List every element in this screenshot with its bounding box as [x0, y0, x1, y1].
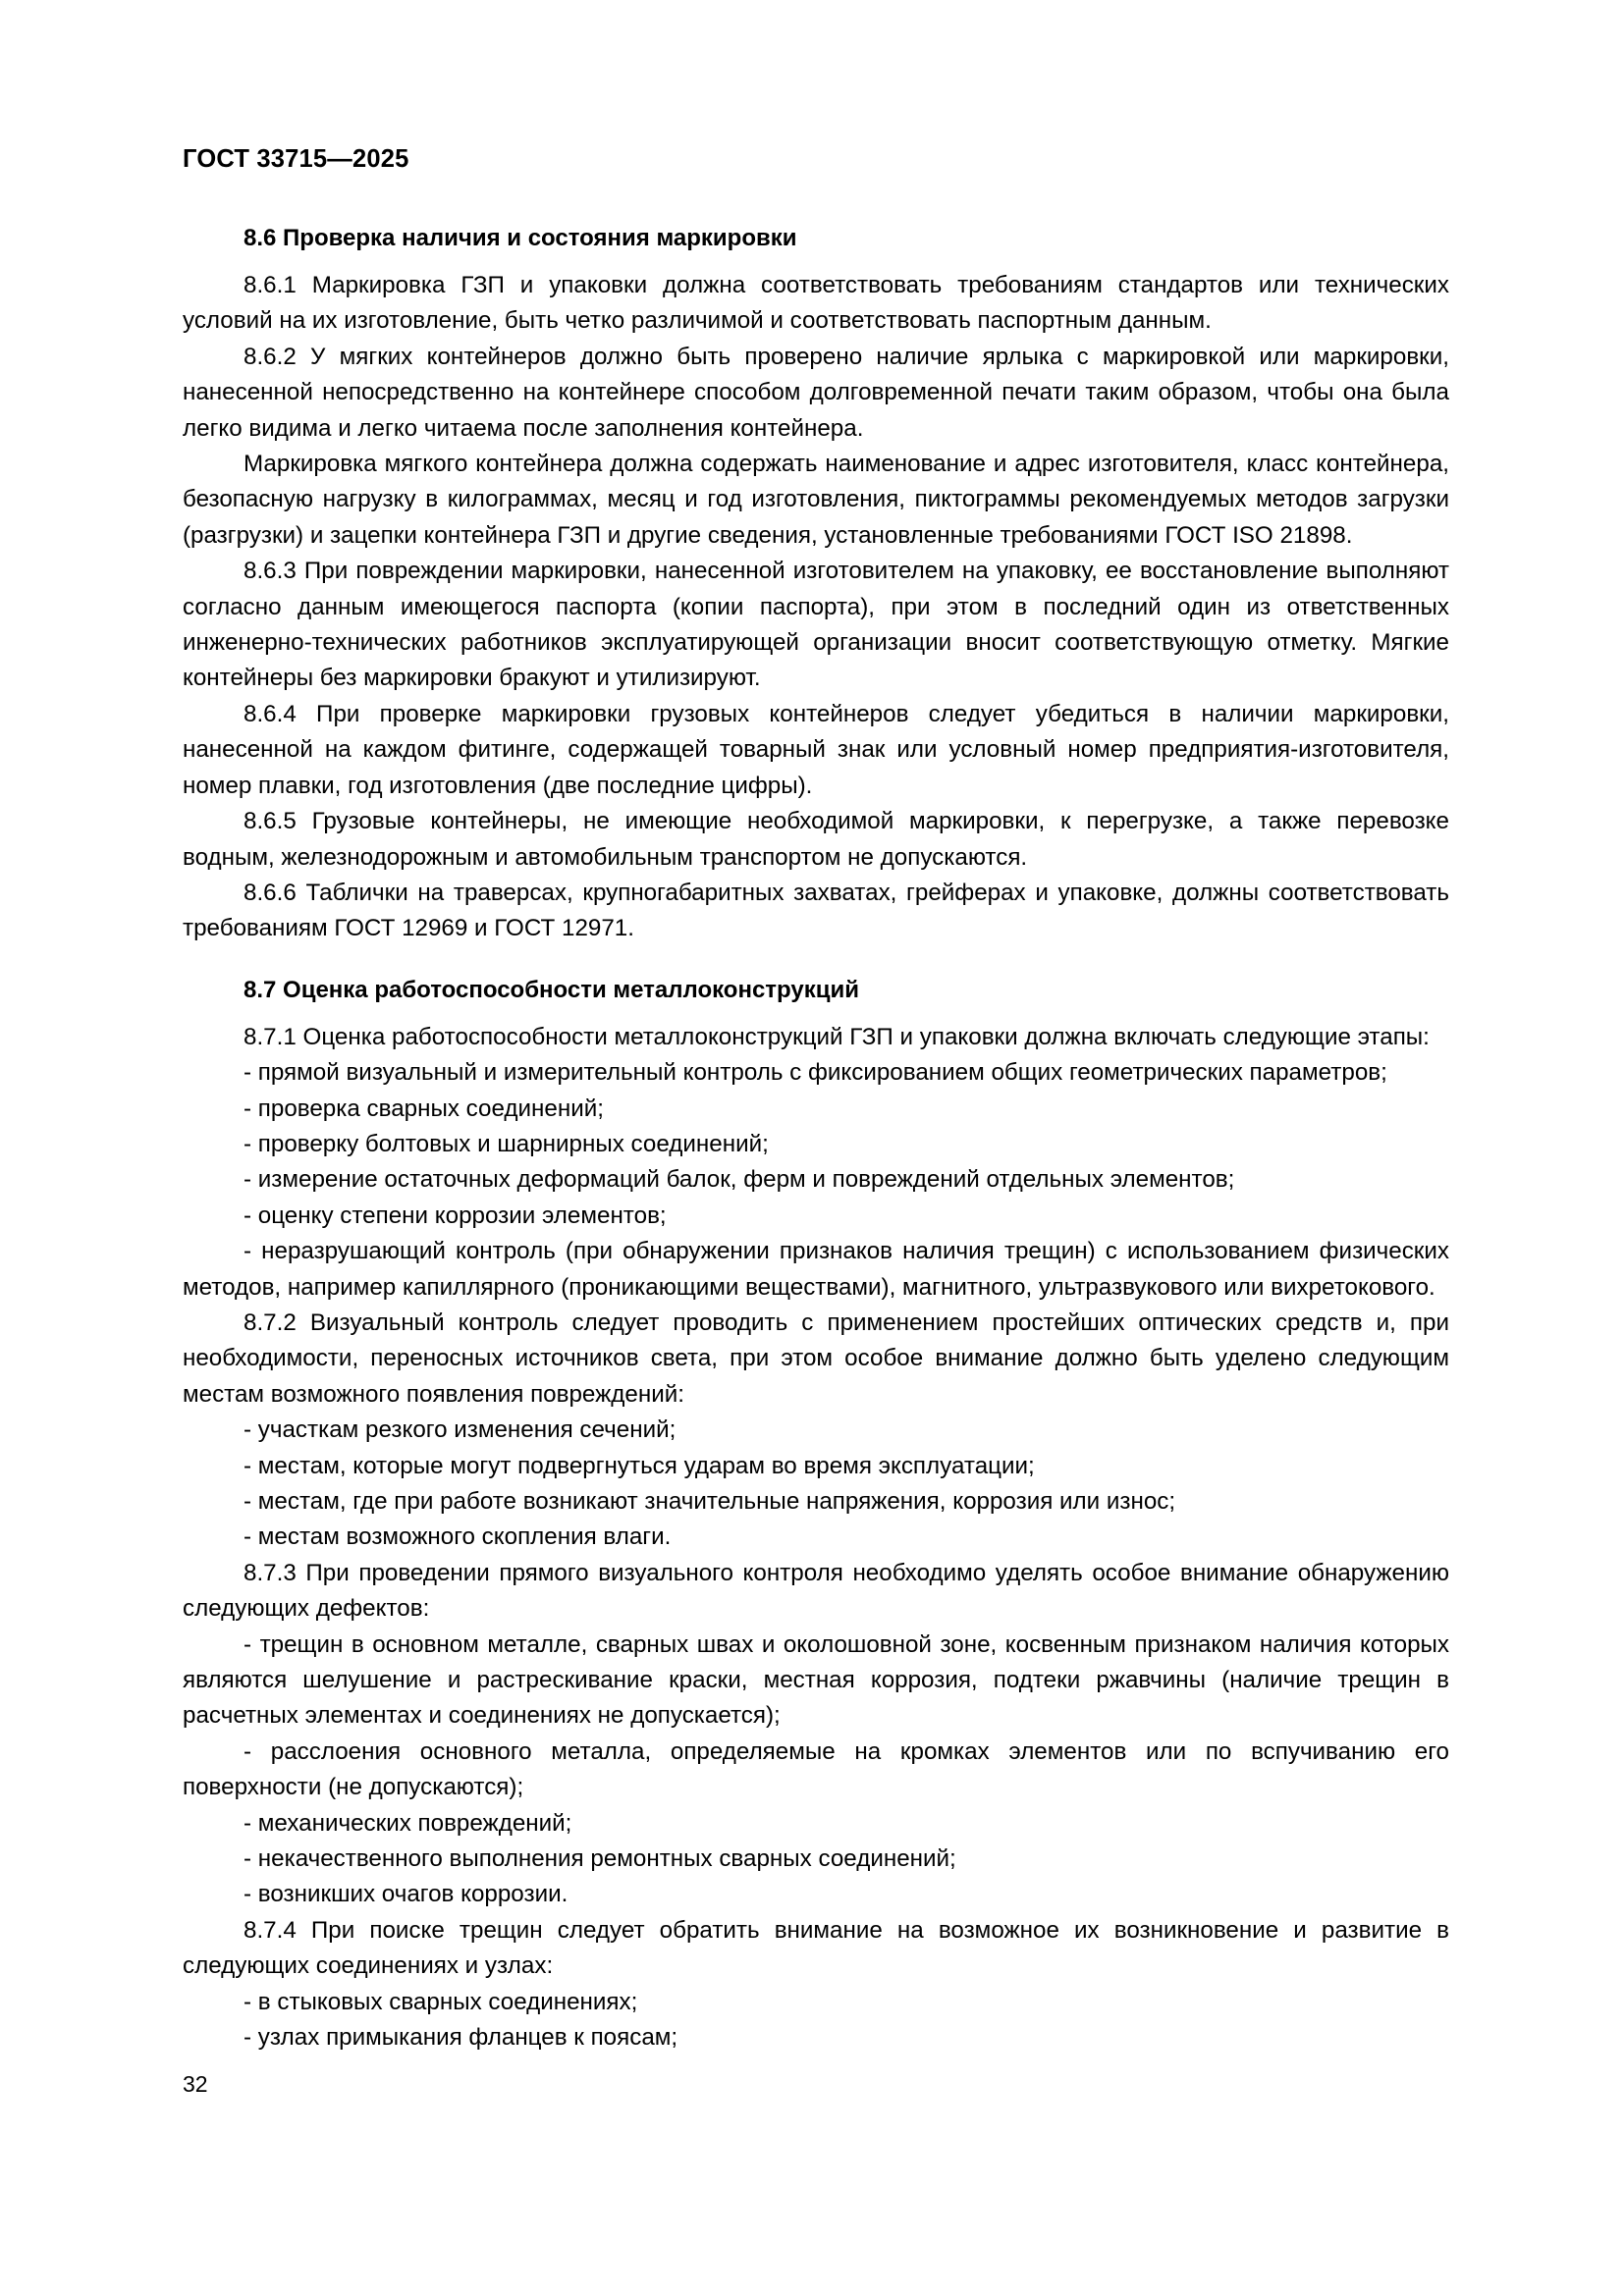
- paragraph-marking-content: Маркировка мягкого контейнера должна содержать наименование и адрес изготовителя, класс контейнера, безопасную нагрузку в килограммах, месяц и год изготовления, пиктограммы рекомендуемых методов загрузки (разгрузки) и зацепки контейнера ГЗП и другие сведения, установленные требованиями ГОСТ ISO 21898.: [183, 451, 1449, 549]
- paragraph-8-6-6: 8.6.6 Таблички на траверсах, крупногабаритных захватах, грейферах и упаковке, должны соответствовать требованиям ГОСТ 12969 и ГОСТ 12971.: [183, 879, 1449, 942]
- paragraph-8-6-4: 8.6.4 При проверке маркировки грузовых контейнеров следует убедиться в наличии маркировки, нанесенной на каждом фитинге, содержащей товарный знак или условный номер предприятия-изготовителя, номер плавки, год изготовления (две последние цифры).: [183, 700, 1449, 799]
- paragraph-8-7-3: 8.7.3 При проведении прямого визуального контроля необходимо уделять особое внимание обнаружению следующих дефектов:: [183, 1559, 1449, 1623]
- paragraph-8-6-5: 8.6.5 Грузовые контейнеры, не имеющие необходимой маркировки, к перегрузке, а также перевозке водным, железнодорожным и автомобильным транспортом не допускаются.: [183, 808, 1449, 871]
- paragraph-8-7-2: 8.7.2 Визуальный контроль следует проводить с применением простейших оптических средств и, при необходимости, переносных источников света, при этом особое внимание должно быть уделено следующим местам возможного появления повреждений:: [183, 1308, 1449, 1408]
- list-item: - местам, которые могут подвергнуться ударам во время эксплуатации;: [244, 1452, 1035, 1479]
- list-item: - расслоения основного металла, определяемые на кромках элементов или по вспучиванию его поверхности (не допускаются);: [183, 1737, 1449, 1801]
- list-item: - местам возможного скопления влаги.: [244, 1523, 672, 1551]
- list-item: - измерение остаточных деформаций балок, ферм и повреждений отдельных элементов;: [244, 1166, 1235, 1194]
- section-title-8-6: 8.6 Проверка наличия и состояния маркировки: [244, 225, 797, 251]
- document-standard-header: ГОСТ 33715—2025: [183, 145, 409, 173]
- list-item: - в стыковых сварных соединениях;: [244, 1988, 638, 2015]
- paragraph-8-6-2: 8.6.2 У мягких контейнеров должно быть проверено наличие ярлыка с маркировкой или маркировки, нанесенной непосредственно на контейнере способом долговременной печати таким образом, чтобы она была легко видима и легко читаема после заполнения контейнера.: [183, 343, 1449, 442]
- list-item: - оценку степени коррозии элементов;: [244, 1201, 667, 1229]
- page-number: 32: [183, 2071, 208, 2097]
- list-item: - участкам резкого изменения сечений;: [244, 1416, 677, 1444]
- list-item: - проверку болтовых и шарнирных соединений;: [244, 1130, 769, 1157]
- list-item: - прямой визуальный и измерительный контроль с фиксированием общих геометрических параметров;: [244, 1059, 1387, 1087]
- list-item: - трещин в основном металле, сварных швах и околошовной зоне, косвенным признаком наличия которых являются шелушение и растрескивание краски, местная коррозия, подтеки ржавчины (наличие трещин в расчетных элементах и соединениях не допускается);: [183, 1630, 1449, 1730]
- section-title-8-7: 8.7 Оценка работоспособности металлоконструкций: [244, 976, 860, 1003]
- list-item: - возникших очагов коррозии.: [244, 1881, 568, 1908]
- paragraph-8-7-1: 8.7.1 Оценка работоспособности металлоконструкций ГЗП и упаковки должна включать следующие этапы:: [244, 1023, 1430, 1050]
- page-content: [183, 145, 1449, 2056]
- list-item: - местам, где при работе возникают значительные напряжения, коррозия или износ;: [244, 1488, 1176, 1515]
- paragraph-8-7-4: 8.7.4 При поиске трещин следует обратить внимание на возможное их возникновение и развитие в следующих соединениях и узлах:: [183, 1916, 1449, 1980]
- paragraph-8-6-1: 8.6.1 Маркировка ГЗП и упаковки должна соответствовать требованиям стандартов или технических условий на их изготовление, быть четко различимой и соответствовать паспортным данным.: [183, 272, 1449, 335]
- list-item: - механических повреждений;: [244, 1809, 572, 1837]
- paragraph-8-6-3: 8.6.3 При повреждении маркировки, нанесенной изготовителем на упаковку, ее восстановление выполняют согласно данным имеющегося паспорта (копии паспорта), при этом в последний один из ответственных инженерно-технических работников эксплуатирующей организации вносит соответствующую отметку. Мягкие контейнеры без маркировки бракуют и утилизируют.: [183, 558, 1449, 692]
- list-item: - узлах примыкания фланцев к поясам;: [244, 2024, 678, 2052]
- list-item: - некачественного выполнения ремонтных сварных соединений;: [244, 1845, 956, 1873]
- list-item: - проверка сварных соединений;: [244, 1095, 604, 1122]
- list-item: - неразрушающий контроль (при обнаружении признаков наличия трещин) с использованием физических методов, например капиллярного (проникающими веществами), магнитного, ультразвукового или вихретокового.: [183, 1238, 1449, 1301]
